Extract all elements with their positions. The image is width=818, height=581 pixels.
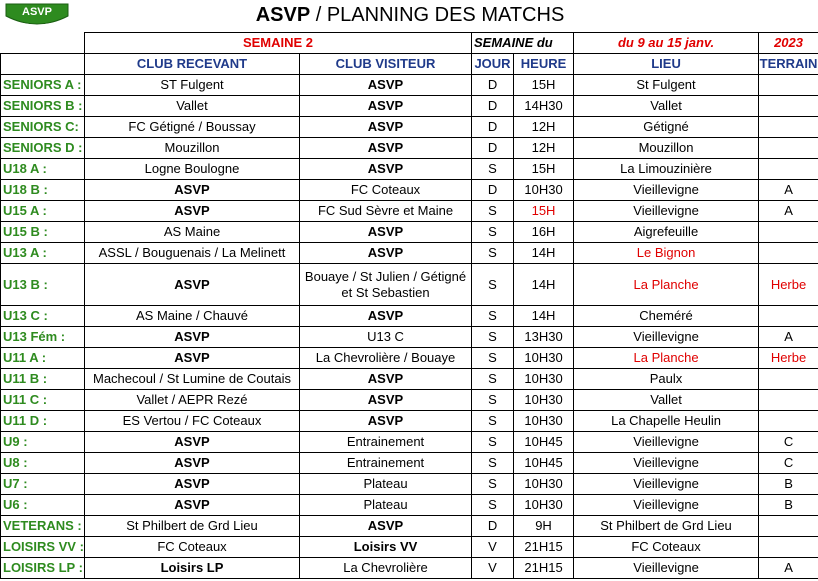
club-visiteur-cell: U13 C — [300, 327, 472, 348]
terrain-cell — [759, 138, 818, 159]
table-row — [1, 537, 818, 558]
heure-cell: 14H — [514, 306, 574, 327]
club-visiteur-cell: Entrainement — [300, 453, 472, 474]
header-lieu: LIEU — [574, 54, 759, 75]
club-visiteur-cell: ASVP — [300, 138, 472, 159]
terrain-cell — [759, 222, 818, 243]
category-cell: U6 : — [1, 495, 85, 516]
club-recevant-cell: FC Coteaux — [85, 537, 300, 558]
category-cell: U11 B : — [1, 369, 85, 390]
table-row — [1, 558, 818, 579]
category-cell: U13 Fém : — [1, 327, 85, 348]
terrain-cell — [759, 306, 818, 327]
table-row — [1, 453, 818, 474]
heure-cell: 13H30 — [514, 327, 574, 348]
lieu-cell: La Planche — [574, 264, 759, 306]
jour-cell: S — [472, 411, 514, 432]
week-year: 2023 — [759, 33, 818, 54]
table-row — [1, 180, 818, 201]
club-visiteur-cell: Plateau — [300, 495, 472, 516]
heure-cell: 10H30 — [514, 369, 574, 390]
table-row — [1, 369, 818, 390]
jour-cell: D — [472, 117, 514, 138]
category-cell: SENIORS C: — [1, 117, 85, 138]
table-row — [1, 495, 818, 516]
table-row — [1, 474, 818, 495]
lieu-cell: Vieillevigne — [574, 474, 759, 495]
table-row — [1, 117, 818, 138]
lieu-cell: Vieillevigne — [574, 201, 759, 222]
week-dates: du 9 au 15 janv. — [574, 33, 759, 54]
week-semaine-du: SEMAINE du — [472, 33, 574, 54]
category-cell: VETERANS : — [1, 516, 85, 537]
heure-cell: 14H30 — [514, 96, 574, 117]
header-club-visiteur: CLUB VISITEUR — [300, 54, 472, 75]
jour-cell: D — [472, 138, 514, 159]
heure-cell: 15H — [514, 75, 574, 96]
terrain-cell: B — [759, 495, 818, 516]
category-cell: U15 A : — [1, 201, 85, 222]
category-cell: U9 : — [1, 432, 85, 453]
page-title — [140, 3, 680, 27]
jour-cell: S — [472, 390, 514, 411]
lieu-cell: La Limouzinière — [574, 159, 759, 180]
jour-cell: S — [472, 453, 514, 474]
club-recevant-cell: ASVP — [85, 495, 300, 516]
table-row — [1, 390, 818, 411]
heure-cell: 14H — [514, 243, 574, 264]
terrain-cell — [759, 516, 818, 537]
club-recevant-cell: ASVP — [85, 264, 300, 306]
table-row — [1, 75, 818, 96]
heure-cell: 15H — [514, 159, 574, 180]
club-recevant-cell: Logne Boulogne — [85, 159, 300, 180]
lieu-cell: Vieillevigne — [574, 432, 759, 453]
club-recevant-cell: FC Gétigné / Boussay — [85, 117, 300, 138]
terrain-cell — [759, 537, 818, 558]
terrain-cell: Herbe — [759, 348, 818, 369]
lieu-cell: Vallet — [574, 96, 759, 117]
club-recevant-cell: AS Maine / Chauvé — [85, 306, 300, 327]
heure-cell: 10H30 — [514, 474, 574, 495]
table-row — [1, 432, 818, 453]
title-text: / PLANNING DES MATCHS — [310, 4, 565, 26]
lieu-cell: FC Coteaux — [574, 537, 759, 558]
lieu-cell: St Fulgent — [574, 75, 759, 96]
table-row — [1, 264, 818, 306]
jour-cell: D — [472, 75, 514, 96]
heure-cell: 10H30 — [514, 348, 574, 369]
category-cell: U18 B : — [1, 180, 85, 201]
club-recevant-cell: St Philbert de Grd Lieu — [85, 516, 300, 537]
heure-cell: 10H45 — [514, 432, 574, 453]
terrain-cell: A — [759, 558, 818, 579]
heure-cell: 16H — [514, 222, 574, 243]
table-row — [1, 411, 818, 432]
jour-cell: D — [472, 180, 514, 201]
heure-cell: 12H — [514, 138, 574, 159]
title-club: ASVP — [255, 4, 311, 26]
category-cell: LOISIRS LP : — [1, 558, 85, 579]
lieu-cell: Paulx — [574, 369, 759, 390]
heure-cell: 21H15 — [514, 558, 574, 579]
heure-cell: 21H15 — [514, 537, 574, 558]
category-cell: U13 C : — [1, 306, 85, 327]
club-recevant-cell: ASSL / Bouguenais / La Melinett — [85, 243, 300, 264]
club-visiteur-cell: ASVP — [300, 411, 472, 432]
category-cell: U11 C : — [1, 390, 85, 411]
heure-cell: 9H — [514, 516, 574, 537]
jour-cell: S — [472, 159, 514, 180]
header-club-recevant: CLUB RECEVANT — [85, 54, 300, 75]
club-visiteur-cell: ASVP — [300, 75, 472, 96]
category-cell: U7 : — [1, 474, 85, 495]
lieu-cell: Mouzillon — [574, 138, 759, 159]
terrain-cell — [759, 117, 818, 138]
terrain-cell — [759, 75, 818, 96]
club-recevant-cell: ASVP — [85, 474, 300, 495]
table-row — [1, 201, 818, 222]
lieu-cell: St Philbert de Grd Lieu — [574, 516, 759, 537]
terrain-cell — [759, 369, 818, 390]
club-recevant-cell: ST Fulgent — [85, 75, 300, 96]
heure-cell: 10H30 — [514, 180, 574, 201]
header-terrain: TERRAIN — [759, 54, 818, 75]
lieu-cell: Vallet — [574, 390, 759, 411]
lieu-cell: Cheméré — [574, 306, 759, 327]
club-visiteur-cell: ASVP — [300, 390, 472, 411]
category-cell: U11 A : — [1, 348, 85, 369]
club-recevant-cell: Mouzillon — [85, 138, 300, 159]
heure-cell: 12H — [514, 117, 574, 138]
heure-cell: 10H30 — [514, 495, 574, 516]
jour-cell: V — [472, 537, 514, 558]
jour-cell: S — [472, 306, 514, 327]
lieu-cell: La Chapelle Heulin — [574, 411, 759, 432]
heure-cell: 15H — [514, 201, 574, 222]
lieu-cell: Gétigné — [574, 117, 759, 138]
club-visiteur-cell: FC Sud Sèvre et Maine — [300, 201, 472, 222]
category-cell: SENIORS A : — [1, 75, 85, 96]
club-recevant-cell: ASVP — [85, 348, 300, 369]
club-visiteur-cell: ASVP — [300, 306, 472, 327]
table-row — [1, 159, 818, 180]
week-blank-cell — [1, 33, 85, 54]
club-visiteur-cell: ASVP — [300, 222, 472, 243]
category-cell: U8 : — [1, 453, 85, 474]
club-recevant-cell: AS Maine — [85, 222, 300, 243]
table-row — [1, 327, 818, 348]
category-cell: U13 A : — [1, 243, 85, 264]
week-label: SEMAINE 2 — [85, 33, 472, 54]
header-category — [1, 54, 85, 75]
week-row — [1, 33, 818, 54]
club-recevant-cell: ASVP — [85, 432, 300, 453]
jour-cell: V — [472, 558, 514, 579]
jour-cell: S — [472, 369, 514, 390]
jour-cell: D — [472, 96, 514, 117]
lieu-cell: Aigrefeuille — [574, 222, 759, 243]
terrain-cell: C — [759, 453, 818, 474]
table-row — [1, 243, 818, 264]
terrain-cell — [759, 159, 818, 180]
club-visiteur-cell: La Chevrolière / Bouaye — [300, 348, 472, 369]
lieu-cell: Vieillevigne — [574, 327, 759, 348]
lieu-cell: Le Bignon — [574, 243, 759, 264]
terrain-cell — [759, 96, 818, 117]
table-row — [1, 348, 818, 369]
terrain-cell — [759, 411, 818, 432]
club-visiteur-cell: La Chevrolière — [300, 558, 472, 579]
header-jour: JOUR — [472, 54, 514, 75]
jour-cell: S — [472, 201, 514, 222]
column-header-row — [1, 54, 818, 75]
jour-cell: D — [472, 516, 514, 537]
club-visiteur-cell: ASVP — [300, 516, 472, 537]
club-recevant-cell: Loisirs LP — [85, 558, 300, 579]
jour-cell: S — [472, 432, 514, 453]
lieu-cell: Vieillevigne — [574, 558, 759, 579]
terrain-cell: B — [759, 474, 818, 495]
category-cell: U11 D : — [1, 411, 85, 432]
lieu-cell: Vieillevigne — [574, 180, 759, 201]
club-recevant-cell: ASVP — [85, 180, 300, 201]
category-cell: SENIORS D : — [1, 138, 85, 159]
club-visiteur-cell: Loisirs VV — [300, 537, 472, 558]
club-logo — [4, 2, 70, 29]
club-visiteur-cell: ASVP — [300, 369, 472, 390]
club-visiteur-cell: ASVP — [300, 117, 472, 138]
category-cell: U13 B : — [1, 264, 85, 306]
club-visiteur-cell: Plateau — [300, 474, 472, 495]
table-row — [1, 96, 818, 117]
jour-cell: S — [472, 495, 514, 516]
jour-cell: S — [472, 264, 514, 306]
heure-cell: 10H45 — [514, 453, 574, 474]
heure-cell: 10H30 — [514, 411, 574, 432]
club-recevant-cell: ASVP — [85, 453, 300, 474]
category-cell: U18 A : — [1, 159, 85, 180]
table-row — [1, 138, 818, 159]
club-recevant-cell: Vallet / AEPR Rezé — [85, 390, 300, 411]
terrain-cell: A — [759, 327, 818, 348]
club-recevant-cell: ES Vertou / FC Coteaux — [85, 411, 300, 432]
category-cell: LOISIRS VV : — [1, 537, 85, 558]
club-visiteur-cell: ASVP — [300, 243, 472, 264]
club-visiteur-cell: Entrainement — [300, 432, 472, 453]
table-row — [1, 306, 818, 327]
lieu-cell: Vieillevigne — [574, 453, 759, 474]
jour-cell: S — [472, 222, 514, 243]
terrain-cell — [759, 243, 818, 264]
lieu-cell: La Planche — [574, 348, 759, 369]
terrain-cell — [759, 390, 818, 411]
header-heure: HEURE — [514, 54, 574, 75]
club-visiteur-cell: ASVP — [300, 96, 472, 117]
club-visiteur-cell: Bouaye / St Julien / Gétigné et St Sebastien — [300, 264, 472, 306]
club-visiteur-cell: ASVP — [300, 159, 472, 180]
table-row — [1, 516, 818, 537]
terrain-cell: Herbe — [759, 264, 818, 306]
terrain-cell: A — [759, 201, 818, 222]
lieu-cell: Vieillevigne — [574, 495, 759, 516]
heure-cell: 14H — [514, 264, 574, 306]
terrain-cell: C — [759, 432, 818, 453]
club-recevant-cell: ASVP — [85, 327, 300, 348]
heure-cell: 10H30 — [514, 390, 574, 411]
category-cell: SENIORS B : — [1, 96, 85, 117]
club-recevant-cell: Machecoul / St Lumine de Coutais — [85, 369, 300, 390]
jour-cell: S — [472, 243, 514, 264]
category-cell: U15 B : — [1, 222, 85, 243]
terrain-cell: A — [759, 180, 818, 201]
club-recevant-cell: ASVP — [85, 201, 300, 222]
jour-cell: S — [472, 474, 514, 495]
table-row — [1, 222, 818, 243]
match-schedule-table — [0, 32, 818, 579]
jour-cell: S — [472, 327, 514, 348]
logo-text: ASVP — [22, 6, 52, 18]
club-recevant-cell: Vallet — [85, 96, 300, 117]
jour-cell: S — [472, 348, 514, 369]
club-visiteur-cell: FC Coteaux — [300, 180, 472, 201]
